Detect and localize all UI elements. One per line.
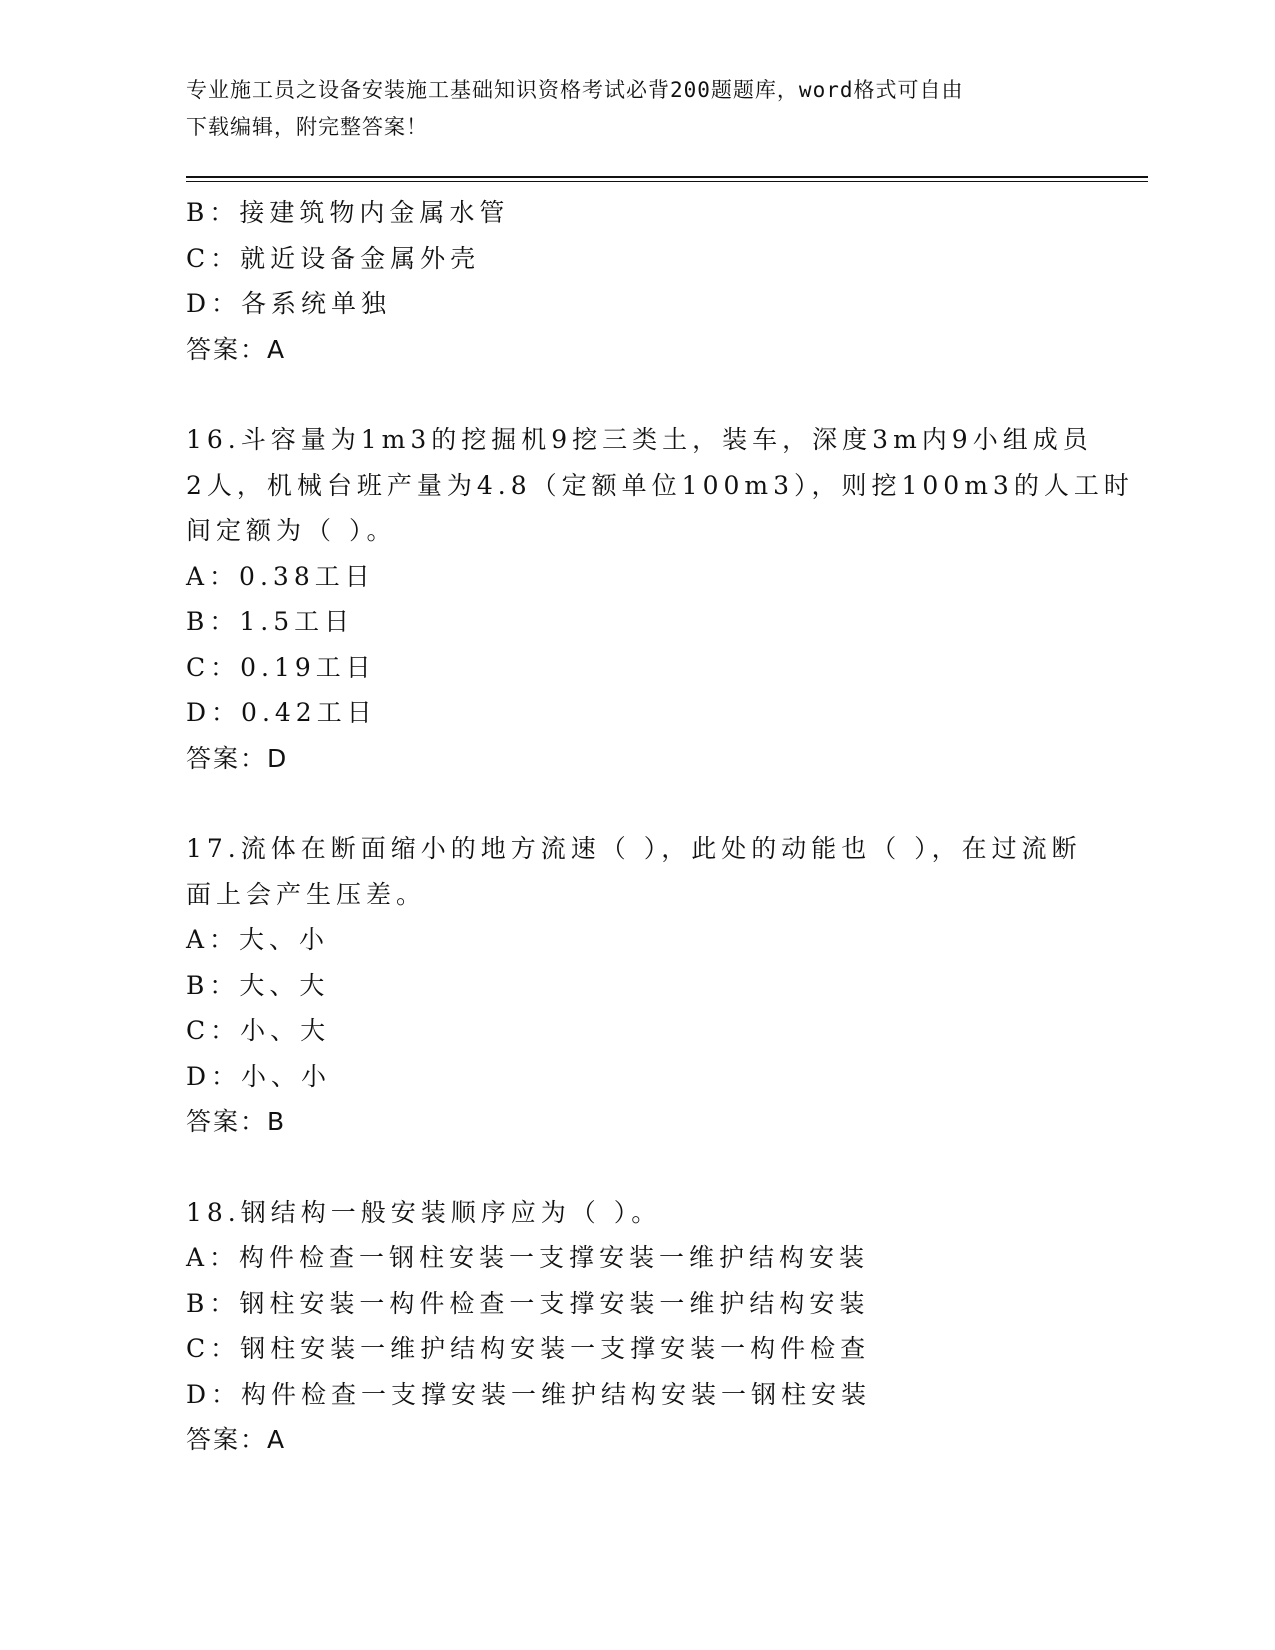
option-b: B：1.5工日 [186,607,355,636]
answer-line: 答案：D [186,743,289,773]
header-divider [186,176,1148,182]
question-stem-line: 17.流体在断面缩小的地方流速（ ），此处的动能也（ ），在过流断 [186,834,1082,863]
option-c: C：小、大 [186,1016,331,1045]
header-line-1: 专业施工员之设备安装施工基础知识资格考试必背200题题库，word格式可自由 [186,78,964,102]
option-d: D：各系统单独 [186,289,392,318]
option-a: A：构件检查一钢柱安装一支撑安装一维护结构安装 [186,1243,870,1272]
spacer [186,372,1086,417]
question-list [186,190,1134,1463]
answer-line: 答案：A [186,1425,287,1454]
option-d: D：小、小 [186,1061,332,1091]
option-b: B：钢柱安装一构件检查一支撑安装一维护结构安装 [186,1288,870,1318]
question-stem-line: 间定额为（ ）。 [186,516,397,545]
question-18 [186,1190,1086,1463]
option-b: B：大、大 [186,970,330,1000]
spacer [186,781,1086,826]
option-c: C：钢柱安装一维护结构安装一支撑安装一构件检查 [186,1334,871,1363]
option-c: C：0.19工日 [186,652,376,682]
option-d: D：0.42工日 [186,698,377,727]
spacer [186,1145,1086,1190]
question-stem-line: 2人，机械台班产量为4.8（定额单位100m3），则挖100m3的人工时 [186,470,1134,500]
question-stem-line: 面上会产生压差。 [186,879,427,909]
answer-line: 答案：A [186,334,287,364]
question-stem-line: 18.钢结构一般安装顺序应为（ ）。 [186,1197,662,1227]
question-stem-line: 16.斗容量为1m3的挖掘机9挖三类土，装车，深度3m内9小组成员 [186,425,1093,454]
header-line-2: 下载编辑，附完整答案！ [186,115,428,139]
option-b: B：接建筑物内金属水管 [186,198,510,227]
option-d: D：构件检查一支撑安装一维护结构安装一钢柱安装 [186,1379,872,1409]
question-15-tail [186,190,1086,372]
option-c: C：就近设备金属外壳 [186,243,481,273]
question-17 [186,826,1086,1145]
option-a: A：大、小 [186,925,330,954]
question-16 [186,417,1134,781]
document-header [186,72,1086,146]
option-a: A：0.38工日 [186,561,375,591]
answer-line: 答案：B [186,1107,287,1136]
